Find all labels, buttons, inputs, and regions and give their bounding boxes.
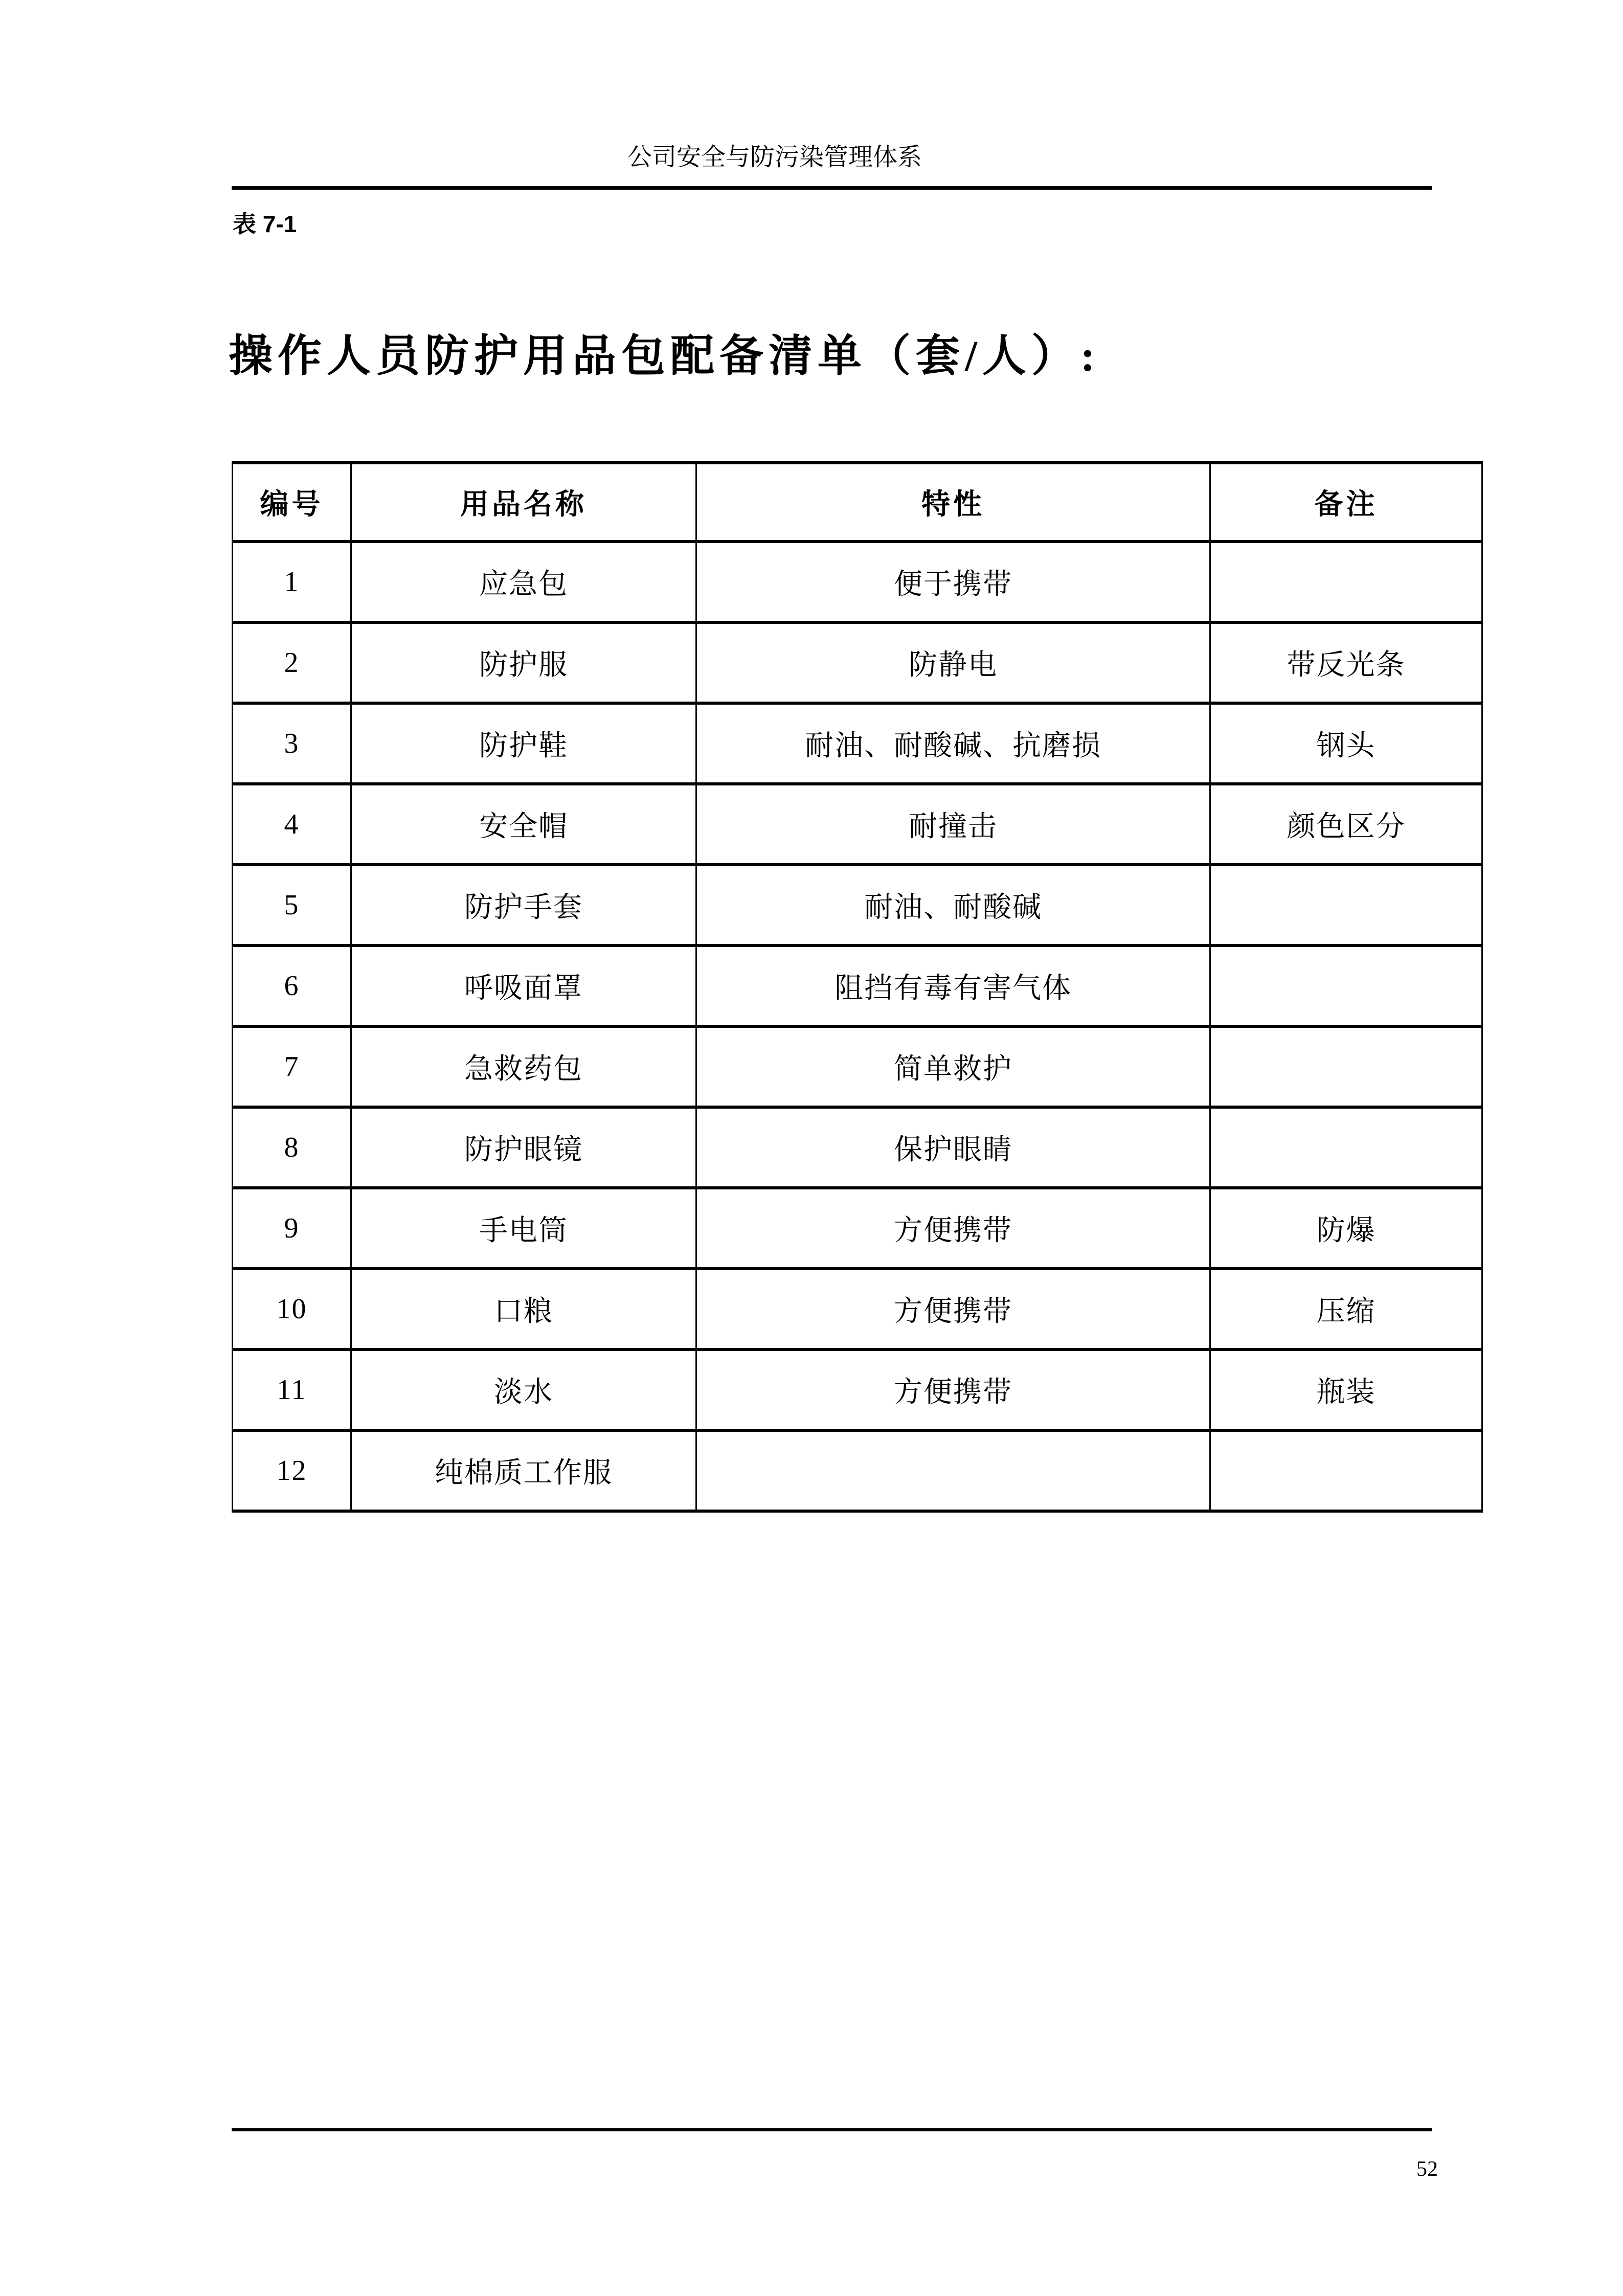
table-header-row bbox=[233, 463, 1482, 542]
table-row-9 bbox=[233, 1269, 1482, 1349]
cell-r8-c2: 方便携带 bbox=[696, 1188, 1210, 1269]
cell-r0-c1: 应急包 bbox=[351, 542, 696, 622]
cell-r11-c0: 12 bbox=[233, 1430, 351, 1511]
cell-r3-c1: 安全帽 bbox=[351, 784, 696, 865]
table-row-0 bbox=[233, 542, 1482, 622]
cell-r9-c3: 压缩 bbox=[1210, 1269, 1482, 1349]
cell-r11-c3 bbox=[1210, 1430, 1482, 1511]
table-row-6 bbox=[233, 1026, 1482, 1107]
table-row-8 bbox=[233, 1188, 1482, 1269]
table-head bbox=[233, 463, 1482, 542]
header-rule bbox=[232, 186, 1432, 190]
cell-r9-c2: 方便携带 bbox=[696, 1269, 1210, 1349]
cell-r5-c3 bbox=[1210, 946, 1482, 1026]
cell-r2-c2: 耐油、耐酸碱、抗磨损 bbox=[696, 703, 1210, 784]
cell-r5-c2: 阻挡有毒有害气体 bbox=[696, 946, 1210, 1026]
cell-r3-c3: 颜色区分 bbox=[1210, 784, 1482, 865]
column-header-1: 用品名称 bbox=[351, 463, 696, 542]
cell-r2-c1: 防护鞋 bbox=[351, 703, 696, 784]
cell-r9-c0: 10 bbox=[233, 1269, 351, 1349]
cell-r11-c2 bbox=[696, 1430, 1210, 1511]
cell-r4-c2: 耐油、耐酸碱 bbox=[696, 865, 1210, 946]
cell-r0-c2: 便于携带 bbox=[696, 542, 1210, 622]
table-row-3 bbox=[233, 784, 1482, 865]
cell-r7-c2: 保护眼睛 bbox=[696, 1107, 1210, 1188]
table-row-11 bbox=[233, 1430, 1482, 1511]
cell-r6-c3 bbox=[1210, 1026, 1482, 1107]
table-row-1 bbox=[233, 622, 1482, 703]
cell-r1-c0: 2 bbox=[233, 622, 351, 703]
table-row-4 bbox=[233, 865, 1482, 946]
cell-r3-c2: 耐撞击 bbox=[696, 784, 1210, 865]
cell-r11-c1: 纯棉质工作服 bbox=[351, 1430, 696, 1511]
cell-r6-c1: 急救药包 bbox=[351, 1026, 696, 1107]
column-header-2: 特性 bbox=[696, 463, 1210, 542]
cell-r0-c0: 1 bbox=[233, 542, 351, 622]
table-row-2 bbox=[233, 703, 1482, 784]
equipment-table bbox=[232, 461, 1483, 1513]
cell-r2-c3: 钢头 bbox=[1210, 703, 1482, 784]
cell-r4-c1: 防护手套 bbox=[351, 865, 696, 946]
cell-r5-c0: 6 bbox=[233, 946, 351, 1026]
cell-r8-c1: 手电筒 bbox=[351, 1188, 696, 1269]
cell-r10-c2: 方便携带 bbox=[696, 1349, 1210, 1430]
cell-r0-c3 bbox=[1210, 542, 1482, 622]
page-number: 52 bbox=[1416, 2157, 1438, 2181]
cell-r1-c1: 防护服 bbox=[351, 622, 696, 703]
cell-r10-c0: 11 bbox=[233, 1349, 351, 1430]
cell-r2-c0: 3 bbox=[233, 703, 351, 784]
cell-r6-c0: 7 bbox=[233, 1026, 351, 1107]
footer-rule bbox=[232, 2128, 1432, 2131]
cell-r6-c2: 简单救护 bbox=[696, 1026, 1210, 1107]
cell-r7-c0: 8 bbox=[233, 1107, 351, 1188]
cell-r8-c0: 9 bbox=[233, 1188, 351, 1269]
cell-r10-c3: 瓶装 bbox=[1210, 1349, 1482, 1430]
cell-r1-c3: 带反光条 bbox=[1210, 622, 1482, 703]
page-header-title: 公司安全与防污染管理体系 bbox=[627, 144, 922, 171]
table-row-5 bbox=[233, 946, 1482, 1026]
column-header-3: 备注 bbox=[1210, 463, 1482, 542]
cell-r5-c1: 呼吸面罩 bbox=[351, 946, 696, 1026]
cell-r7-c1: 防护眼镜 bbox=[351, 1107, 696, 1188]
cell-r8-c3: 防爆 bbox=[1210, 1188, 1482, 1269]
cell-r7-c3 bbox=[1210, 1107, 1482, 1188]
cell-r1-c2: 防静电 bbox=[696, 622, 1210, 703]
table-row-7 bbox=[233, 1107, 1482, 1188]
table-row-10 bbox=[233, 1349, 1482, 1430]
cell-r10-c1: 淡水 bbox=[351, 1349, 696, 1430]
cell-r3-c0: 4 bbox=[233, 784, 351, 865]
table-body bbox=[233, 542, 1482, 1511]
table-label: 表 7-1 bbox=[233, 211, 297, 237]
document-title: 操作人员防护用品包配备清单（套/人）: bbox=[229, 331, 1100, 380]
cell-r4-c3 bbox=[1210, 865, 1482, 946]
cell-r9-c1: 口粮 bbox=[351, 1269, 696, 1349]
cell-r4-c0: 5 bbox=[233, 865, 351, 946]
column-header-0: 编号 bbox=[233, 463, 351, 542]
